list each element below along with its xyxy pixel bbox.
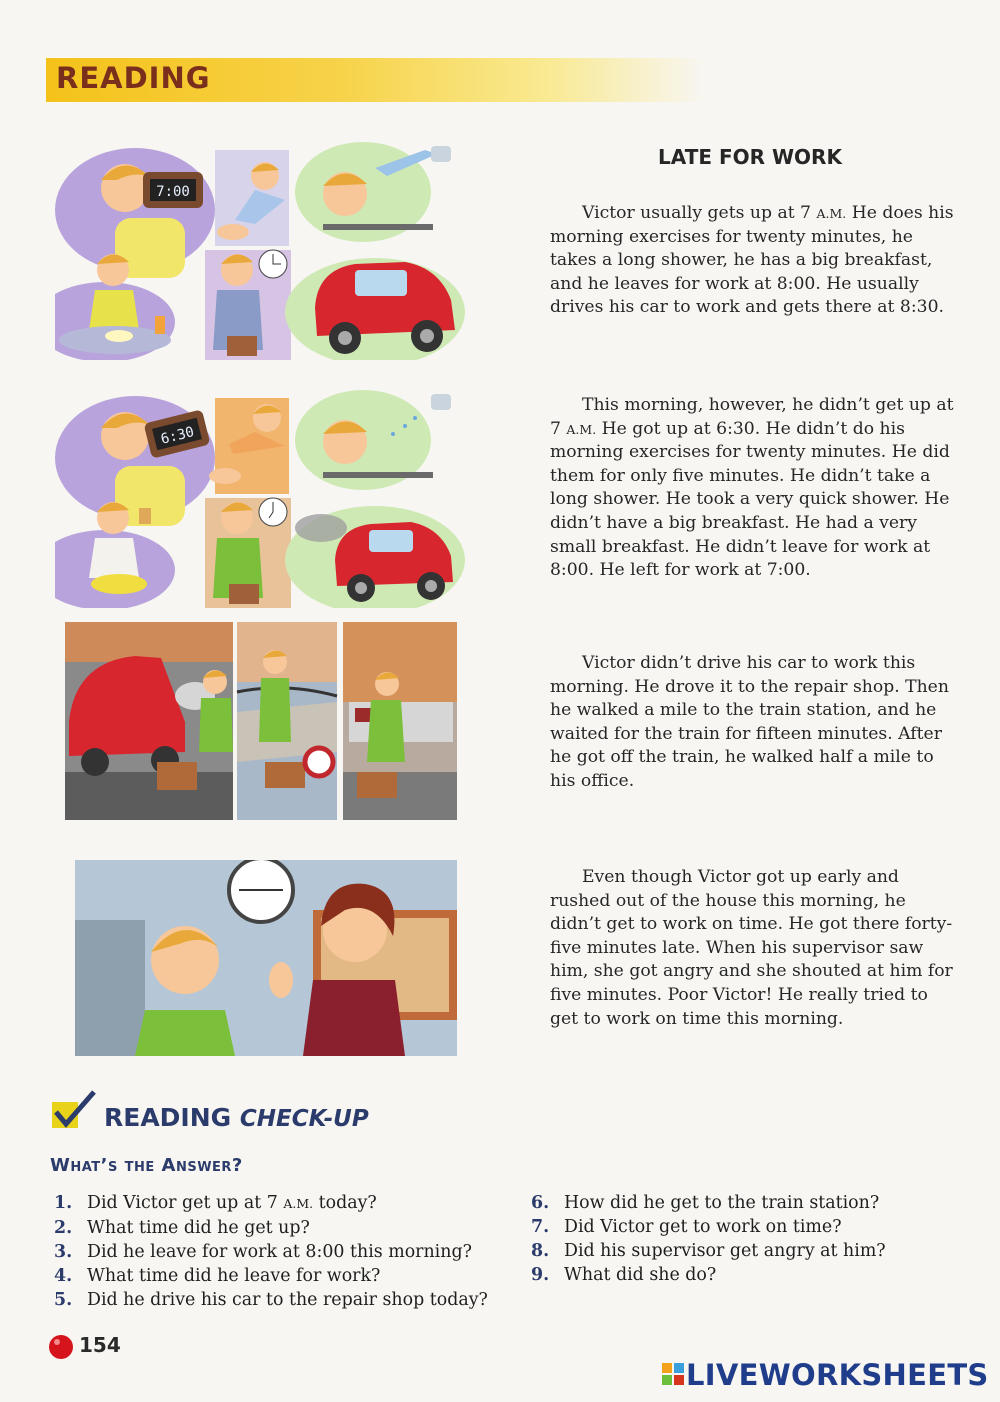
illustration-supervisor bbox=[75, 860, 457, 1056]
illustration-commute bbox=[65, 622, 457, 820]
paragraph-3: Victor didn’t drive his car to work this morning. He drove it to the repair shop. Then he walked a mile to the train station, and he waited for the train for fifteen minutes. After he got off the train, he walked half a mile to his office. bbox=[550, 653, 949, 791]
question-5: 5. Did he drive his car to the repair shop today? bbox=[54, 1290, 488, 1310]
questions-right bbox=[531, 1191, 886, 1287]
page-number: 154 bbox=[79, 1333, 121, 1357]
question-8: 8. Did his supervisor get angry at him? bbox=[531, 1241, 886, 1261]
illustration-usual-morning bbox=[55, 140, 465, 360]
paragraph-1: Victor usually gets up at 7 A.M. He does his morning exercises for twenty minutes, he takes a long shower, he has a big breakfast, and he leaves for work at 8:00. He usually drives his car to work and gets there at 8:30. bbox=[550, 203, 954, 318]
illustration-this-morning bbox=[55, 388, 465, 608]
svg-text:7:00: 7:00 bbox=[156, 184, 190, 200]
checkmark-icon bbox=[50, 1090, 98, 1134]
paragraph-2: This morning, however, he didn’t get up at 7 A.M. He got up at 6:30. He didn’t do his morning exercises for twenty minutes. He did them for only five minutes. He didn’t take a long shower. He took a very quick shower. He didn’t have a big breakfast. He had a very small breakfast. He didn’t leave for work at 8:00. He left for work at 7:00. bbox=[550, 395, 954, 581]
section-title: READING bbox=[56, 61, 211, 95]
page-dot-icon bbox=[48, 1334, 74, 1364]
checkup-title: READING CHECK-UP bbox=[104, 1103, 369, 1132]
question-6: 6. How did he get to the train station? bbox=[531, 1193, 880, 1213]
watermark[interactable]: LIVEWORKSHEETS bbox=[686, 1358, 989, 1392]
section-banner bbox=[46, 58, 706, 102]
paragraph-4: Even though Victor got up early and rushed out of the house this morning, he didn’t get to work on time. He got there forty-five minutes late. When his supervisor saw him, she got angry and she shouted at him for five minutes. Poor Victor! He really tried to get to work on time this morning. bbox=[550, 867, 953, 1029]
wall-clock-icon bbox=[229, 860, 293, 922]
question-7: 7. Did Victor get to work on time? bbox=[531, 1217, 842, 1237]
liveworksheets-logo-icon bbox=[662, 1363, 684, 1389]
question-9: 9. What did she do? bbox=[531, 1265, 717, 1285]
checkup-subtitle: What’s the Answer? bbox=[50, 1155, 243, 1176]
question-3: 3. Did he leave for work at 8:00 this morning? bbox=[54, 1242, 472, 1262]
story-title: LATE FOR WORK bbox=[658, 145, 842, 169]
questions-left bbox=[54, 1191, 488, 1312]
svg-text:6:30: 6:30 bbox=[159, 424, 196, 448]
alarm-clock-icon bbox=[143, 172, 203, 208]
question-1: 1. Did Victor get up at 7 A.M. today? bbox=[54, 1193, 377, 1213]
question-4: 4. What time did he leave for work? bbox=[54, 1266, 381, 1286]
question-2: 2. What time did he get up? bbox=[54, 1218, 310, 1238]
